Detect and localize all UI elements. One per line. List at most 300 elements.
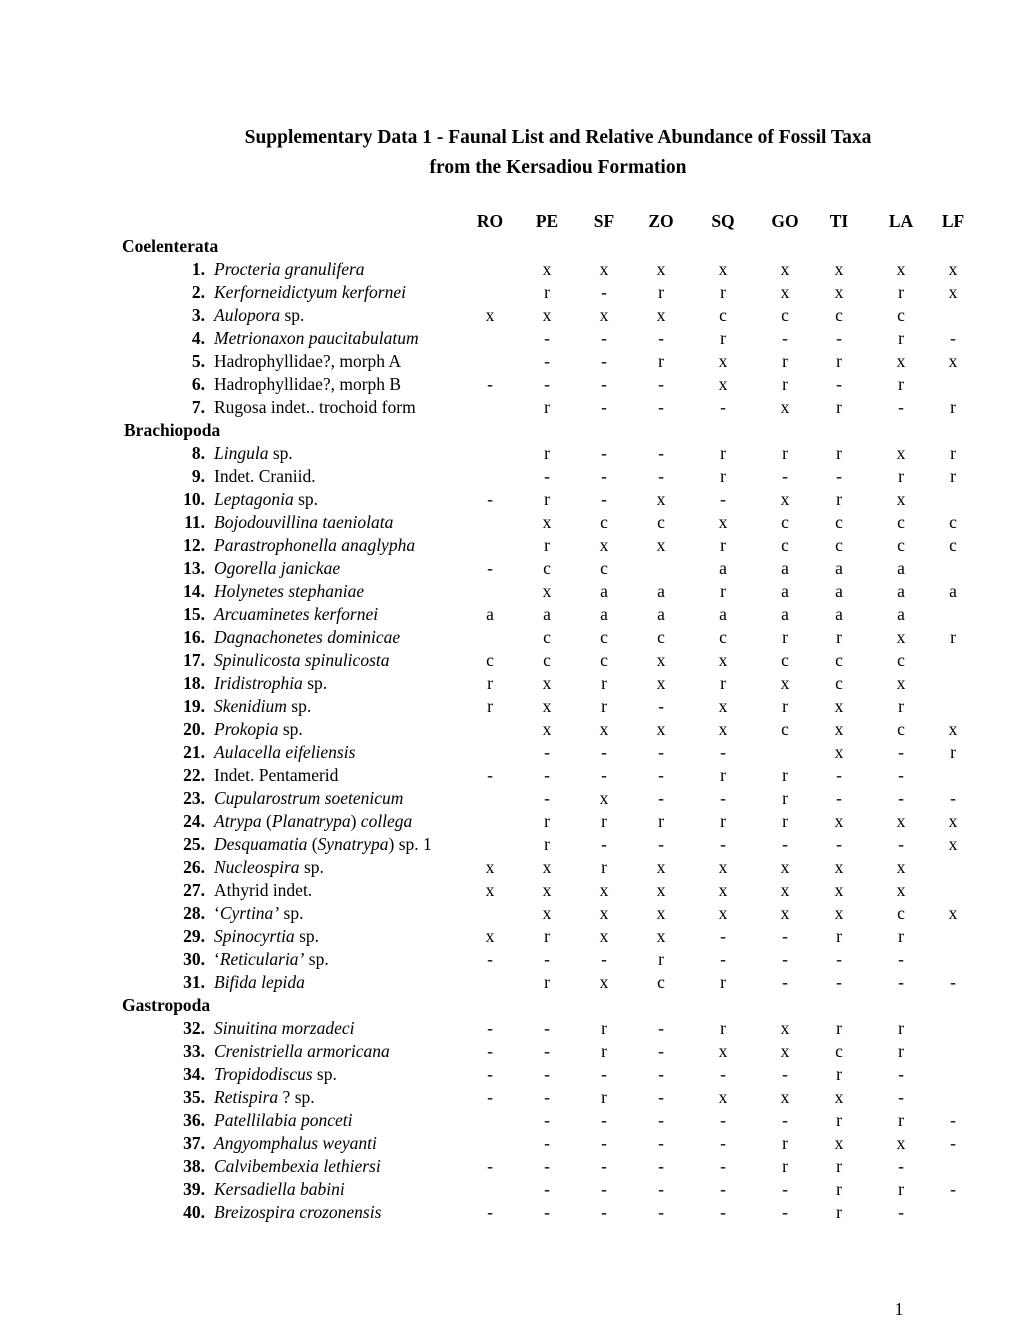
taxon-row — [0, 948, 1020, 971]
abundance-ti: r — [836, 926, 842, 946]
abundance-go: x — [780, 880, 790, 900]
abundance-pe: c — [543, 558, 551, 578]
taxon-row — [0, 718, 1020, 741]
abundance-zo: r — [658, 282, 664, 302]
abundance-pe: r — [544, 972, 550, 992]
abundance-la: c — [897, 535, 905, 555]
abundance-sq: - — [720, 397, 726, 417]
abundance-ro: - — [487, 1202, 493, 1222]
abundance-go: - — [782, 949, 788, 969]
abundance-sf: - — [601, 489, 607, 509]
taxon-row — [0, 350, 1020, 373]
abundance-go: - — [782, 926, 788, 946]
abundance-go: - — [782, 1110, 788, 1130]
abundance-sf: x — [599, 788, 609, 808]
abundance-ti: r — [836, 1179, 842, 1199]
taxon-name — [214, 373, 401, 396]
abundance-ro: x — [485, 305, 495, 325]
abundance-go: r — [782, 1156, 788, 1176]
abundance-la: - — [898, 972, 904, 992]
abundance-sq: - — [720, 834, 726, 854]
taxon-name — [214, 488, 318, 511]
abundance-go: c — [781, 535, 789, 555]
taxon-name — [214, 787, 403, 810]
taxon-name-part: sp. — [268, 443, 293, 463]
taxon-row — [0, 1155, 1020, 1178]
group-heading-row — [0, 994, 1020, 1017]
taxon-number: 37. — [183, 1133, 205, 1153]
abundance-ti: c — [835, 512, 843, 532]
abundance-la: c — [897, 719, 905, 739]
abundance-sf: a — [600, 604, 608, 624]
abundance-la: - — [898, 949, 904, 969]
abundance-sq: r — [720, 466, 726, 486]
taxon-name-part: Iridistrophia — [214, 673, 303, 693]
abundance-lf: - — [950, 1110, 956, 1130]
column-header-ti: TI — [829, 211, 849, 231]
taxon-name — [214, 1017, 354, 1040]
abundance-ro: - — [487, 374, 493, 394]
abundance-zo: - — [658, 1156, 664, 1176]
abundance-pe: x — [542, 512, 552, 532]
taxon-row — [0, 281, 1020, 304]
group-name-gastropoda: Gastropoda — [122, 995, 211, 1015]
abundance-sf: c — [600, 627, 608, 647]
abundance-sq: a — [719, 604, 727, 624]
abundance-sq: - — [720, 742, 726, 762]
abundance-sf: x — [599, 903, 609, 923]
taxon-row — [0, 833, 1020, 856]
taxon-row — [0, 902, 1020, 925]
abundance-la: - — [898, 1202, 904, 1222]
column-header-sq: SQ — [711, 211, 735, 231]
taxon-name-part: sp. — [299, 857, 324, 877]
abundance-la: - — [898, 834, 904, 854]
taxon-number: 35. — [183, 1087, 205, 1107]
abundance-sq: x — [718, 903, 728, 923]
taxon-row — [0, 396, 1020, 419]
taxon-name — [214, 626, 400, 649]
taxon-name-part: ? sp. — [278, 1087, 315, 1107]
abundance-go: r — [782, 788, 788, 808]
abundance-ro: r — [487, 696, 493, 716]
abundance-pe: - — [544, 742, 550, 762]
abundance-go: - — [782, 972, 788, 992]
taxon-name — [214, 1178, 345, 1201]
taxon-name — [214, 1132, 377, 1155]
abundance-ti: c — [835, 1041, 843, 1061]
taxon-name — [214, 649, 390, 672]
abundance-ro: - — [487, 949, 493, 969]
abundance-sf: r — [601, 1018, 607, 1038]
abundance-la: x — [896, 443, 906, 463]
abundance-sq: x — [718, 374, 728, 394]
abundance-sf: - — [601, 1202, 607, 1222]
abundance-lf: - — [950, 328, 956, 348]
abundance-pe: r — [544, 811, 550, 831]
abundance-go: - — [782, 1064, 788, 1084]
abundance-sq: - — [720, 788, 726, 808]
taxon-row — [0, 787, 1020, 810]
taxon-row — [0, 442, 1020, 465]
abundance-ro: - — [487, 1087, 493, 1107]
abundance-sf: - — [601, 466, 607, 486]
abundance-ro: r — [487, 673, 493, 693]
taxon-name-part: Athyrid indet. — [214, 880, 313, 900]
group-name-coelenterata: Coelenterata — [122, 236, 219, 256]
taxon-number: 33. — [183, 1041, 205, 1061]
abundance-sf: - — [601, 1133, 607, 1153]
taxon-name — [214, 948, 329, 971]
abundance-go: r — [782, 696, 788, 716]
abundance-la: r — [898, 926, 904, 946]
abundance-la: - — [898, 1064, 904, 1084]
abundance-sq: x — [718, 1087, 728, 1107]
taxon-name — [214, 925, 319, 948]
abundance-ro: x — [485, 857, 495, 877]
abundance-pe: - — [544, 765, 550, 785]
taxon-row — [0, 1132, 1020, 1155]
abundance-pe: - — [544, 1133, 550, 1153]
taxon-name-part: Sinuitina morzadeci — [214, 1018, 355, 1038]
taxon-name-part: Procteria granulifera — [214, 259, 365, 279]
abundance-ti: c — [835, 650, 843, 670]
taxon-name — [214, 396, 416, 419]
abundance-sf: x — [599, 259, 609, 279]
abundance-pe: - — [544, 351, 550, 371]
taxon-name-part: Arcuaminetes kerfornei — [214, 604, 379, 624]
abundance-ti: - — [836, 949, 842, 969]
abundance-zo: - — [658, 1087, 664, 1107]
abundance-sf: - — [601, 765, 607, 785]
taxon-row — [0, 1086, 1020, 1109]
abundance-zo: - — [658, 788, 664, 808]
abundance-pe: x — [542, 305, 552, 325]
abundance-sf: - — [601, 834, 607, 854]
taxon-number: 40. — [183, 1202, 205, 1222]
abundance-ti: - — [836, 834, 842, 854]
taxon-number: 30. — [183, 949, 205, 969]
abundance-pe: x — [542, 581, 552, 601]
abundance-sq: x — [718, 650, 728, 670]
page-number: 1 — [894, 1299, 904, 1319]
abundance-la: c — [897, 650, 905, 670]
abundance-ro: c — [486, 650, 494, 670]
taxon-name-part: Atrypa — [214, 811, 262, 831]
taxon-name — [214, 580, 364, 603]
taxon-name-part: Indet. Pentamerid — [214, 765, 339, 785]
taxon-name — [214, 856, 324, 879]
abundance-sq: r — [720, 328, 726, 348]
abundance-go: c — [781, 512, 789, 532]
abundance-sq: a — [719, 558, 727, 578]
abundance-la: c — [897, 903, 905, 923]
abundance-sf: c — [600, 650, 608, 670]
abundance-zo: r — [658, 351, 664, 371]
abundance-pe: - — [544, 1156, 550, 1176]
abundance-go: c — [781, 305, 789, 325]
abundance-ti: r — [836, 397, 842, 417]
taxon-name-part: Kersadiella babini — [214, 1179, 345, 1199]
taxon-row — [0, 695, 1020, 718]
taxon-name-part: Angyomphalus weyanti — [214, 1133, 377, 1153]
abundance-zo: x — [656, 926, 666, 946]
abundance-lf: x — [948, 719, 958, 739]
taxon-name-part: Nucleospira — [214, 857, 300, 877]
abundance-ti: a — [835, 558, 843, 578]
abundance-sf: - — [601, 742, 607, 762]
abundance-la: x — [896, 1133, 906, 1153]
taxon-number: 14. — [183, 581, 205, 601]
taxon-row — [0, 1063, 1020, 1086]
document-title-line-2: from the Kersadiou Formation — [429, 157, 687, 178]
taxon-number: 18. — [183, 673, 205, 693]
abundance-la: r — [898, 696, 904, 716]
taxon-row — [0, 580, 1020, 603]
taxon-name-part: Reticularia’ — [219, 949, 305, 969]
abundance-la: - — [898, 742, 904, 762]
abundance-go: x — [780, 673, 790, 693]
abundance-ti: r — [836, 443, 842, 463]
abundance-sf: - — [601, 397, 607, 417]
abundance-sf: - — [601, 282, 607, 302]
abundance-pe: x — [542, 696, 552, 716]
abundance-ti: r — [836, 1064, 842, 1084]
abundance-zo: r — [658, 949, 664, 969]
abundance-la: c — [897, 305, 905, 325]
taxon-name — [214, 304, 304, 327]
column-header-pe: PE — [535, 211, 559, 231]
abundance-zo: - — [658, 1018, 664, 1038]
abundance-ti: - — [836, 374, 842, 394]
abundance-sf: - — [601, 949, 607, 969]
abundance-lf: a — [949, 581, 957, 601]
abundance-sf: r — [601, 857, 607, 877]
taxon-row — [0, 672, 1020, 695]
abundance-pe: - — [544, 1202, 550, 1222]
abundance-ti: x — [834, 903, 844, 923]
abundance-sf: x — [599, 535, 609, 555]
abundance-zo: - — [658, 397, 664, 417]
abundance-lf: r — [950, 443, 956, 463]
taxon-number: 5. — [191, 351, 205, 371]
abundance-ro: - — [487, 558, 493, 578]
abundance-sq: x — [718, 719, 728, 739]
abundance-go: r — [782, 443, 788, 463]
abundance-sq: - — [720, 1156, 726, 1176]
abundance-zo: c — [657, 627, 665, 647]
column-header-ro: RO — [476, 211, 504, 231]
taxon-number: 7. — [191, 397, 205, 417]
abundance-la: r — [898, 1041, 904, 1061]
abundance-la: r — [898, 1179, 904, 1199]
taxon-number: 21. — [183, 742, 205, 762]
taxon-name-part: Spinulicosta spinulicosta — [214, 650, 390, 670]
taxon-number: 28. — [183, 903, 205, 923]
abundance-zo: - — [658, 1179, 664, 1199]
abundance-sf: x — [599, 719, 609, 739]
abundance-sq: r — [720, 972, 726, 992]
abundance-zo: - — [658, 1064, 664, 1084]
taxon-number: 29. — [183, 926, 205, 946]
abundance-ro: x — [485, 926, 495, 946]
abundance-lf: x — [948, 282, 958, 302]
abundance-la: r — [898, 282, 904, 302]
abundance-sq: - — [720, 1064, 726, 1084]
abundance-sf: - — [601, 1156, 607, 1176]
taxon-name — [214, 1155, 381, 1178]
abundance-zo: - — [658, 1110, 664, 1130]
column-header-lf: LF — [941, 211, 965, 231]
abundance-sq: x — [718, 1041, 728, 1061]
abundance-la: r — [898, 466, 904, 486]
abundance-sq: r — [720, 282, 726, 302]
abundance-pe: - — [544, 1179, 550, 1199]
taxon-name-part: sp. — [302, 673, 328, 693]
abundance-pe: r — [544, 834, 550, 854]
abundance-ti: a — [835, 581, 843, 601]
taxon-number: 3. — [191, 305, 205, 325]
abundance-ti: - — [836, 765, 842, 785]
taxon-name — [214, 879, 312, 902]
taxon-name-part: Rugosa indet.. trochoid form — [214, 397, 416, 417]
taxon-name-part: Calvibembexia lethiersi — [214, 1156, 381, 1176]
abundance-la: a — [897, 581, 905, 601]
taxon-row — [0, 373, 1020, 396]
taxon-number: 17. — [183, 650, 205, 670]
taxon-name — [214, 281, 406, 304]
abundance-zo: - — [658, 443, 664, 463]
abundance-ro: a — [486, 604, 494, 624]
abundance-zo: x — [656, 259, 666, 279]
taxon-name — [214, 534, 415, 557]
taxon-name — [214, 258, 365, 281]
abundance-lf: - — [950, 788, 956, 808]
abundance-sq: r — [720, 673, 726, 693]
abundance-sq: r — [720, 535, 726, 555]
taxon-name — [214, 764, 338, 787]
taxon-name-part: Prokopia — [214, 719, 279, 739]
abundance-pe: - — [544, 328, 550, 348]
abundance-la: x — [896, 880, 906, 900]
abundance-ti: r — [836, 1018, 842, 1038]
abundance-ro: - — [487, 1064, 493, 1084]
taxon-name — [214, 1201, 381, 1224]
taxon-name-part: sp. — [312, 1064, 337, 1084]
abundance-pe: x — [542, 880, 552, 900]
abundance-ti: x — [834, 811, 844, 831]
taxon-name-part: Crenistriella armoricana — [214, 1041, 390, 1061]
taxon-number: 9. — [191, 466, 205, 486]
abundance-zo: - — [658, 328, 664, 348]
taxon-name-part: ( — [261, 811, 272, 831]
abundance-go: - — [782, 466, 788, 486]
abundance-pe: - — [544, 1041, 550, 1061]
abundance-sf: r — [601, 673, 607, 693]
taxon-row — [0, 1109, 1020, 1132]
abundance-la: - — [898, 1156, 904, 1176]
abundance-pe: - — [544, 788, 550, 808]
abundance-la: - — [898, 1087, 904, 1107]
abundance-go: - — [782, 1179, 788, 1199]
abundance-zo: - — [658, 742, 664, 762]
abundance-la: - — [898, 765, 904, 785]
taxon-name-part: sp. — [293, 489, 319, 509]
taxon-row — [0, 856, 1020, 879]
group-heading-row — [0, 419, 1020, 442]
taxon-number: 1. — [191, 259, 205, 279]
abundance-go: - — [782, 1202, 788, 1222]
abundance-sq: x — [718, 696, 728, 716]
abundance-zo: c — [657, 972, 665, 992]
taxon-name — [214, 902, 303, 925]
abundance-lf: - — [950, 972, 956, 992]
taxon-name-part: Aulacella eifeliensis — [214, 742, 356, 762]
taxon-number: 26. — [183, 857, 205, 877]
abundance-go: x — [780, 489, 790, 509]
abundance-zo: - — [658, 1202, 664, 1222]
taxon-number: 16. — [183, 627, 205, 647]
abundance-ti: - — [836, 972, 842, 992]
abundance-sf: - — [601, 328, 607, 348]
abundance-sf: r — [601, 696, 607, 716]
taxon-name-part: Bifida lepida — [214, 972, 305, 992]
taxon-name-part: sp. — [304, 949, 329, 969]
taxon-number: 31. — [183, 972, 205, 992]
taxon-name — [214, 810, 412, 833]
abundance-go: r — [782, 627, 788, 647]
abundance-ti: x — [834, 857, 844, 877]
abundance-sf: x — [599, 880, 609, 900]
abundance-zo: c — [657, 512, 665, 532]
taxon-name-part: sp. — [280, 305, 305, 325]
abundance-zo: - — [658, 765, 664, 785]
abundance-go: c — [781, 650, 789, 670]
taxon-name-part: Parastrophonella anaglypha — [214, 535, 416, 555]
taxon-name-part: Dagnachonetes dominicae — [214, 627, 401, 647]
taxon-name-part: Kerforneidictyum kerfornei — [214, 282, 406, 302]
abundance-la: r — [898, 328, 904, 348]
taxon-number: 19. — [183, 696, 205, 716]
abundance-sq: r — [720, 811, 726, 831]
taxon-row — [0, 511, 1020, 534]
abundance-pe: - — [544, 1110, 550, 1130]
abundance-go: x — [780, 1041, 790, 1061]
abundance-ro: - — [487, 489, 493, 509]
taxon-row — [0, 649, 1020, 672]
abundance-zo: x — [656, 305, 666, 325]
taxon-name-part: Spinocyrtia — [214, 926, 295, 946]
abundance-pe: x — [542, 673, 552, 693]
abundance-sq: - — [720, 1202, 726, 1222]
taxon-row — [0, 603, 1020, 626]
abundance-sq: r — [720, 1018, 726, 1038]
taxon-name-part: Retispira — [214, 1087, 279, 1107]
abundance-sq: c — [719, 627, 727, 647]
abundance-lf: x — [948, 903, 958, 923]
taxon-number: 34. — [183, 1064, 205, 1084]
taxon-name-part: Cyrtina’ — [219, 903, 280, 923]
abundance-sf: c — [600, 558, 608, 578]
abundance-zo: x — [656, 857, 666, 877]
abundance-ti: c — [835, 305, 843, 325]
abundance-sq: r — [720, 765, 726, 785]
abundance-go: x — [780, 857, 790, 877]
abundance-lf: x — [948, 351, 958, 371]
abundance-ti: x — [834, 282, 844, 302]
abundance-sf: c — [600, 512, 608, 532]
abundance-pe: - — [544, 1087, 550, 1107]
